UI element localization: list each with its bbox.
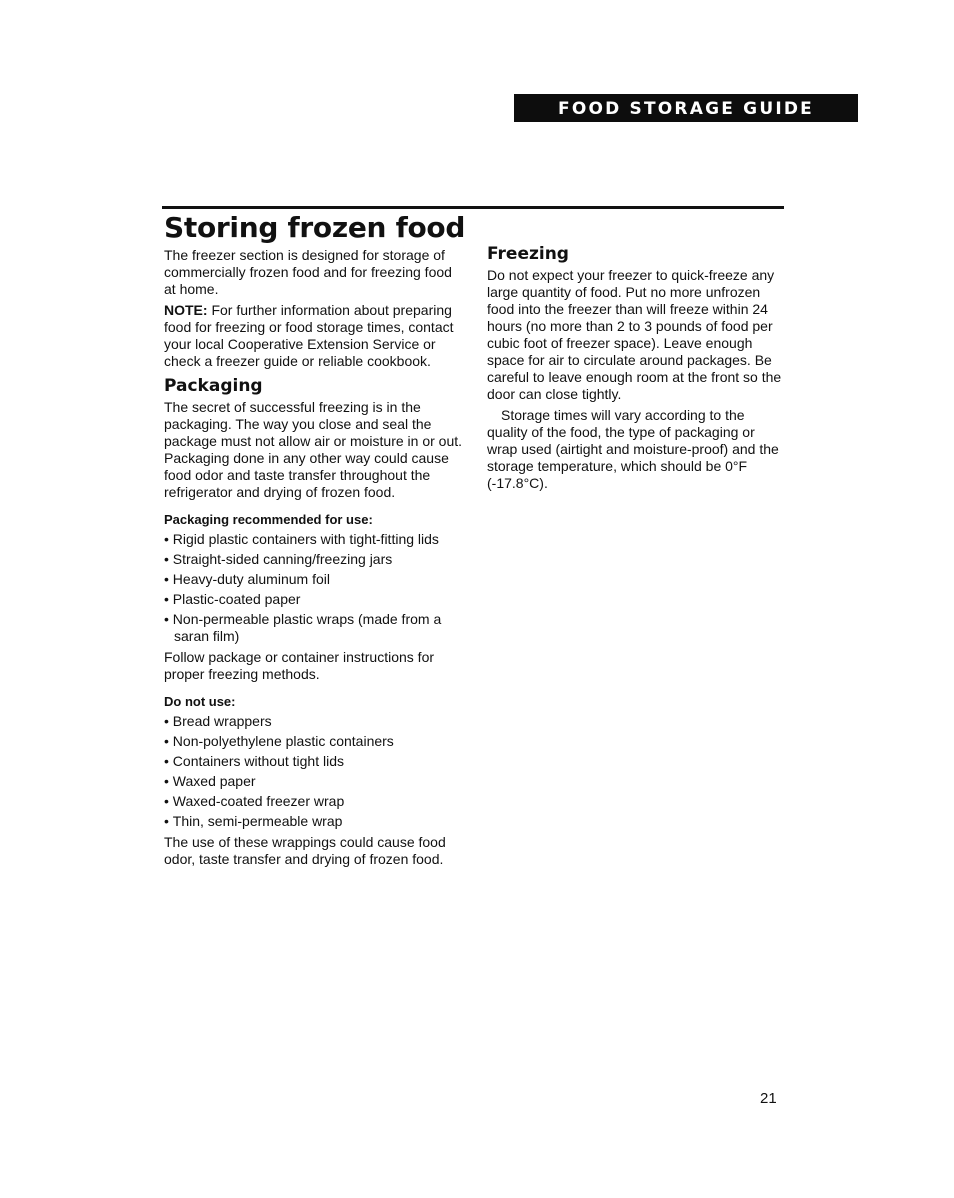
page-title: Storing frozen food (164, 211, 466, 244)
recommended-list (164, 531, 464, 645)
list-item: • Bread wrappers (164, 713, 464, 730)
list-item: • Non-permeable plastic wraps (made from a saran film) (164, 611, 464, 645)
title-rule (162, 206, 784, 209)
list-item: • Containers without tight lids (164, 753, 464, 770)
intro-paragraph: The freezer section is designed for storage of commercially frozen food and for freezing food at home. (164, 247, 452, 297)
packaging-heading: Packaging (164, 376, 263, 396)
do-not-use-list (164, 713, 464, 830)
section-banner: FOOD STORAGE GUIDE (514, 94, 858, 122)
list-item: • Plastic-coated paper (164, 591, 464, 608)
list-item: • Straight-sided canning/freezing jars (164, 551, 464, 568)
packaging-intro: The secret of successful freezing is in the packaging. The way you close and seal the package must not allow air or moisture in or out. Packaging done in any other way could cause food odor and taste transfer throughout the refrigerator and drying of frozen food. (164, 399, 463, 500)
page-number: 21 (760, 1090, 777, 1107)
recommended-heading: Packaging recommended for use: (164, 512, 373, 527)
freezing-paragraph-1: Do not expect your freezer to quick-freeze any large quantity of food. Put no more unfrozen food into the freezer than will freeze within 24 hours (no more than 2 to 3 pounds of food per cubic foot of freezer space). Leave enough space for air to circulate around packages. Be careful to leave enough room at the front so the door can close tightly. (487, 267, 782, 402)
freezing-paragraph-2: Storage times will vary according to the quality of the food, the type of packaging or wrap used (airtight and moisture-proof) and the storage temperature, which should be 0°F (-17.8°C). (487, 407, 779, 491)
list-item: • Heavy-duty aluminum foil (164, 571, 464, 588)
closing-paragraph: The use of these wrappings could cause food odor, taste transfer and drying of frozen food. (164, 834, 446, 867)
list-item: • Waxed paper (164, 773, 464, 790)
list-item: • Waxed-coated freezer wrap (164, 793, 464, 810)
list-item: • Rigid plastic containers with tight-fitting lids (164, 531, 464, 548)
list-item: • Non-polyethylene plastic containers (164, 733, 464, 750)
do-not-use-heading: Do not use: (164, 694, 236, 709)
left-column (164, 247, 464, 872)
note-label: NOTE: (164, 302, 208, 318)
note-text: For further information about preparing food for freezing or food storage times, contact your local Cooperative Extension Service or check a freezer guide or reliable cookbook. (164, 302, 454, 369)
follow-instructions: Follow package or container instructions for proper freezing methods. (164, 649, 435, 682)
freezing-heading: Freezing (487, 244, 569, 264)
list-item: • Thin, semi-permeable wrap (164, 813, 464, 830)
note-paragraph (164, 302, 464, 370)
right-column (487, 244, 783, 496)
